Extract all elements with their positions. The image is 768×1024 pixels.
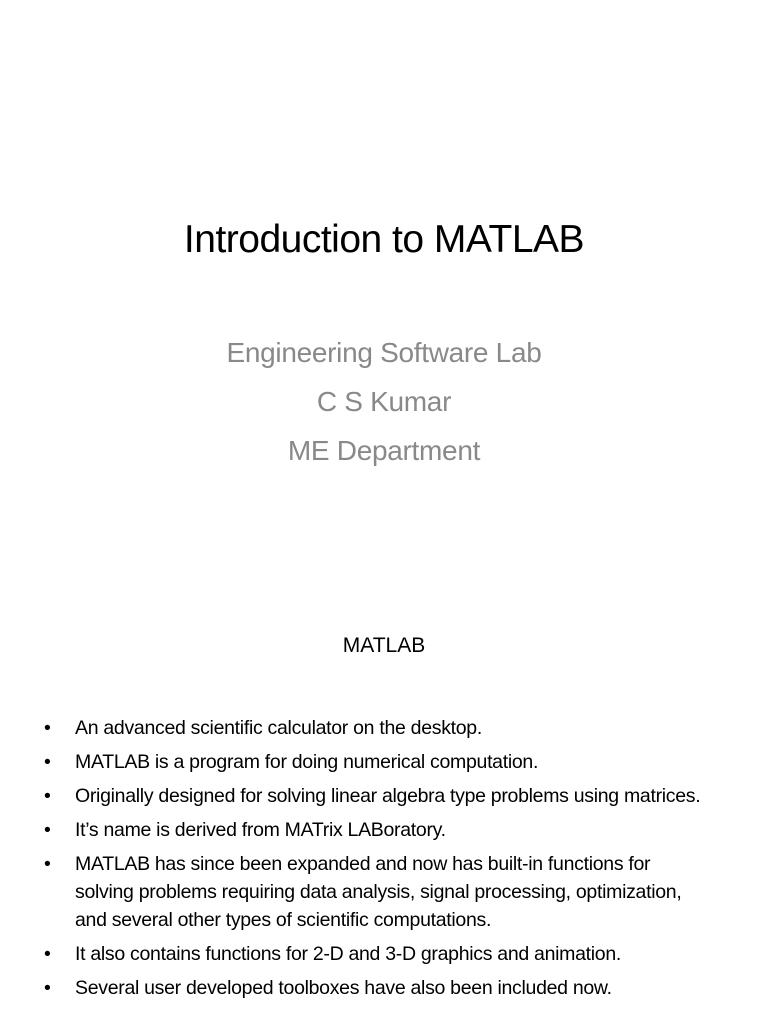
bullet-item: • It’s name is derived from MATrix LABoratory.: [40, 816, 710, 844]
bullet-item: • MATLAB has since been expanded and now has built-in functions for solving problems requiring data analysis, signal processing, optimization, and several other types of scientific computations.: [40, 850, 710, 934]
bullet-icon: •: [44, 943, 51, 965]
bullet-item: • Several user developed toolboxes have also been included now.: [40, 974, 710, 1002]
matlab-overview-slide: [0, 576, 768, 1024]
slide-title: Introduction to MATLAB: [183, 218, 585, 261]
bullet-icon: •: [44, 977, 51, 999]
subtitle-department: ME Department: [287, 435, 481, 466]
bullet-item: • Originally designed for solving linear algebra type problems using matrices.: [40, 782, 710, 810]
bullet-icon: •: [44, 785, 51, 807]
bullet-icon: •: [44, 717, 51, 739]
bullet-icon: •: [44, 751, 51, 773]
bullet-icon: •: [44, 819, 51, 841]
bullet-icon: •: [44, 853, 51, 875]
subtitle-author: C S Kumar: [316, 386, 452, 417]
bullet-item: • It also contains functions for 2-D and 3-D graphics and animation.: [40, 940, 710, 968]
bullet-list: [40, 714, 710, 1008]
slide-heading: MATLAB: [342, 634, 426, 657]
slide-subtitle: [0, 333, 768, 480]
bullet-item: • MATLAB is a program for doing numerical computation.: [40, 748, 710, 776]
bullet-item: • An advanced scientific calculator on the desktop.: [40, 714, 710, 742]
subtitle-course: Engineering Software Lab: [226, 337, 542, 368]
